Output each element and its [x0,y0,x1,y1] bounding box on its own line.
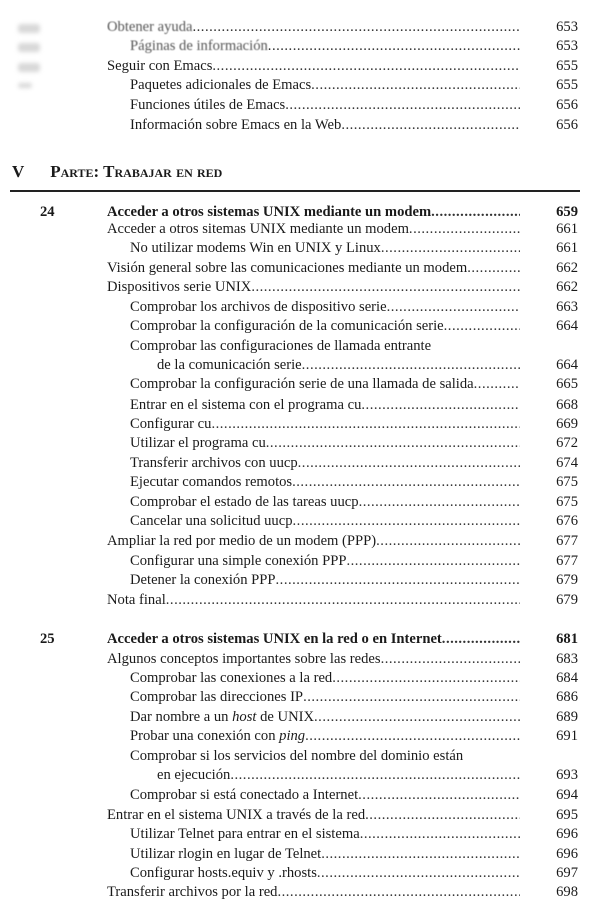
dot-leader [212,57,520,76]
entry-leader-line [107,259,520,278]
toc-entry [0,396,600,415]
page-number: 661 [556,240,578,256]
entry-title-text: Dar nombre a un [130,709,233,725]
page-number: 684 [556,670,578,686]
toc-entry [0,18,600,37]
entry-leader-line [130,747,463,766]
entry-title [130,375,474,394]
dot-leader [303,688,520,707]
entry-title [130,434,266,453]
dot-leader [359,493,520,512]
entry-title-text: Comprobar el estado de las tareas uucp [130,494,359,510]
entry-title [130,552,346,571]
entry-title-text: Utilizar rlogin en lugar de Telnet [130,846,322,862]
entry-title-text: de la comunicación serie [157,357,302,373]
entry-title [107,883,277,902]
page-number: 675 [556,494,578,510]
dot-leader [358,786,520,805]
dot-leader [365,806,520,825]
page-number: 693 [556,767,578,783]
entry-title-text: Configurar una simple conexión PPP [130,553,347,569]
entry-title [130,669,332,688]
entry-title-text: Comprobar las configuraciones de llamada entrante [130,338,432,354]
entry-leader-line [130,37,520,56]
page-number: 669 [556,416,578,432]
entry-title-text: Información sobre Emacs en la Web [130,117,342,133]
entry-title [130,688,303,707]
toc-entry [0,688,600,707]
entry-leader-line [130,116,520,135]
toc-entry [0,259,600,278]
toc-entry [0,493,600,512]
entry-leader-line [130,337,431,356]
entry-title-text: Funciones útiles de Emacs [130,97,286,113]
toc-entry [0,298,600,317]
entry-title-text: de UNIX [256,709,315,725]
entry-title [107,532,376,551]
dot-leader [268,37,520,56]
page-number: 677 [556,553,578,569]
part-title: Parte: Trabajar en red [50,162,223,181]
dot-leader [277,883,520,902]
entry-title [130,96,285,115]
toc-entry [0,512,600,531]
entry-leader-line [107,806,520,825]
entry-title-text: Visión general sobre las comunicaciones mediante un modem [107,260,468,276]
entry-title-text: Entrar en el sistema UNIX a través de la red [107,807,366,823]
page-number: 694 [556,787,578,803]
page-number: 697 [556,865,578,881]
toc-entry [0,532,600,551]
entry-title-emphasis: ping [279,728,306,744]
page-number: 665 [556,376,578,392]
entry-title [157,766,230,785]
entry-title-text: Acceder a otros sistemas UNIX mediante un modem [107,204,432,220]
toc-entry [0,415,600,434]
toc-entry [0,356,600,375]
entry-leader-line [130,512,520,531]
entry-title [130,571,276,590]
toc-entry [0,57,600,76]
dot-leader [314,708,520,727]
entry-leader-line [130,434,520,453]
entry-leader-line [157,356,520,375]
entry-title [107,650,381,669]
entry-title [107,630,442,649]
toc-entry [0,669,600,688]
page-number: 695 [556,807,578,823]
entry-title-text: Utilizar el programa cu [130,435,266,451]
dot-leader [474,375,520,394]
page-number: 674 [556,455,578,471]
entry-leader-line [130,727,520,746]
entry-title [107,806,365,825]
page-number: 662 [556,260,578,276]
toc-entry [0,434,600,453]
entry-leader-line [130,317,520,336]
page-number: 664 [556,357,578,373]
entry-title [130,337,431,356]
page-number: 655 [556,58,578,74]
entry-leader-line [157,766,520,785]
entry-title [157,356,302,375]
entry-leader-line [130,845,520,864]
entry-title-text: Algunos conceptos importantes sobre las redes [107,651,381,667]
dot-leader [381,650,520,669]
toc-entry [0,116,600,135]
entry-leader-line [130,571,520,590]
entry-title-text: Configurar hosts.equiv y .rhosts [130,865,317,881]
toc-entry [0,473,600,492]
chapter-number: 24 [40,204,55,220]
entry-title-text: Detener la conexión PPP [130,572,276,588]
entry-title [107,591,166,610]
dot-leader [166,591,520,610]
page-number: 672 [556,435,578,451]
dot-leader [292,473,520,492]
page-number: 683 [556,651,578,667]
entry-leader-line [107,650,520,669]
toc-entry [0,571,600,590]
entry-title [130,454,298,473]
entry-leader-line [130,688,520,707]
page-number: 698 [556,884,578,900]
page-number: 676 [556,513,578,529]
entry-leader-line [107,532,520,551]
page-number: 691 [556,728,578,744]
page-number: 655 [556,77,578,93]
entry-title-text: Comprobar la configuración de la comunicación serie [130,318,444,334]
dot-leader [298,454,520,473]
entry-title [130,396,361,415]
toc-entry [0,96,600,115]
toc-entry [0,317,600,336]
entry-title [130,76,311,95]
entry-title-text: Comprobar las conexiones a la red [130,670,333,686]
entry-title-text: Cancelar una solicitud uucp [130,513,293,529]
page-number: 656 [556,117,578,133]
entry-title [130,37,268,56]
entry-title-text: Configurar cu [130,416,212,432]
entry-title-text: Probar una conexión con [130,728,280,744]
page-number: 686 [556,689,578,705]
entry-title-text: Entrar en el sistema con el programa cu [130,397,362,413]
toc-entry [0,747,600,766]
toc-entry [0,766,600,785]
dot-leader [321,845,520,864]
toc-entry [0,727,600,746]
entry-leader-line [107,220,520,239]
entry-title-text: Utilizar Telnet para entrar en el sistema [130,826,360,842]
toc-entry [0,591,600,610]
entry-title-text: Comprobar si está conectado a Internet [130,787,359,803]
toc-entry [0,825,600,844]
entry-title-text: Comprobar las direcciones IP [130,689,304,705]
toc-entry [0,278,600,297]
entry-leader-line [130,375,520,394]
entry-title [130,473,292,492]
entry-leader-line [130,473,520,492]
entry-title-text: Comprobar si los servicios del nombre del dominio están [130,748,464,764]
toc-entry [0,552,600,571]
page-number: 668 [556,397,578,413]
dot-leader [317,864,520,883]
dot-leader [360,825,520,844]
entry-leader-line [107,630,520,649]
entry-leader-line [107,883,520,902]
toc-entry [0,845,600,864]
entry-leader-line [130,298,520,317]
entry-title [130,864,317,883]
entry-title [130,845,321,864]
entry-title [107,18,193,37]
page-number: 696 [556,846,578,862]
entry-title [130,317,444,336]
entry-leader-line [130,669,520,688]
dot-leader [467,259,520,278]
chapter-number: 25 [40,631,55,647]
entry-title [107,57,212,76]
dot-leader [442,630,520,649]
entry-title [130,727,305,746]
toc-entry [0,375,600,394]
dot-leader [444,317,520,336]
entry-title-text: Paquetes adicionales de Emacs [130,77,312,93]
entry-title-text: en ejecución [157,767,231,783]
toc-entry [0,786,600,805]
toc-entry [0,37,600,56]
dot-leader [293,512,520,531]
part-number: V [12,162,25,181]
toc-entry [0,337,600,356]
part-heading [12,162,222,182]
dot-leader [361,396,520,415]
entry-leader-line [107,18,520,37]
entry-leader-line [130,493,520,512]
dot-leader [311,76,520,95]
page-number: 696 [556,826,578,842]
page-number: 675 [556,474,578,490]
dot-leader [302,356,520,375]
entry-title-text: Acceder a otros sitemas UNIX mediante un modem [107,221,409,237]
page-number: 663 [556,299,578,315]
entry-leader-line [130,825,520,844]
entry-title-text: Seguir con Emacs [107,58,213,74]
toc-entry [0,220,600,239]
entry-title-text: Transferir archivos con uucp [130,455,298,471]
entry-leader-line [130,864,520,883]
entry-title-text: Ejecutar comandos remotos [130,474,293,490]
entry-title-text: No utilizar modems Win en UNIX y Linux [130,240,381,256]
entry-title-text: Transferir archivos por la red [107,884,278,900]
entry-title [130,786,358,805]
entry-leader-line [130,708,520,727]
part-divider [10,190,580,192]
entry-title-text: Comprobar la configuración serie de una llamada de salida [130,376,474,392]
entry-leader-line [107,278,520,297]
entry-leader-line [107,591,520,610]
toc-entry [0,454,600,473]
entry-title-text: Páginas de información [130,38,268,54]
dot-leader [332,669,520,688]
dot-leader [409,220,520,239]
dot-leader [341,116,520,135]
dot-leader [376,532,520,551]
dot-leader [305,727,520,746]
page-number: 677 [556,533,578,549]
toc-entry [0,239,600,258]
entry-title [130,493,359,512]
toc-entry [0,650,600,669]
entry-title [130,239,381,258]
entry-title-text: Dispositivos serie UNIX [107,279,252,295]
entry-title [130,708,314,727]
page-number: 679 [556,572,578,588]
entry-leader-line [130,552,520,571]
entry-leader-line [130,96,520,115]
page-number: 656 [556,97,578,113]
entry-title [107,259,467,278]
toc-entry [0,883,600,902]
page-number: 659 [556,204,578,220]
page-number: 681 [556,631,578,647]
dot-leader [346,552,520,571]
dot-leader [211,415,520,434]
entry-leader-line [130,454,520,473]
entry-title [130,825,360,844]
page-number: 653 [556,38,578,54]
page-number: 661 [556,221,578,237]
toc-entry [0,708,600,727]
entry-leader-line [130,239,520,258]
dot-leader [276,571,520,590]
dot-leader [251,278,520,297]
entry-title [130,298,387,317]
dot-leader [387,298,520,317]
entry-title-text: Ampliar la red por medio de un modem (PPP) [107,533,377,549]
page-number: 662 [556,279,578,295]
entry-leader-line [130,786,520,805]
entry-title-text: Nota final [107,592,166,608]
entry-leader-line [130,76,520,95]
page-number: 653 [556,19,578,35]
toc-entry [0,76,600,95]
page-number: 664 [556,318,578,334]
entry-leader-line [130,396,520,415]
entry-leader-line [130,415,520,434]
toc-entry [0,806,600,825]
dot-leader [193,18,521,37]
entry-title [130,747,463,766]
entry-title-text: Obtener ayuda [107,19,193,35]
toc-entry [0,864,600,883]
dot-leader [230,766,520,785]
chapter-entry [0,630,600,649]
dot-leader [266,434,520,453]
entry-title-text: Acceder a otros sistemas UNIX en la red o en Internet [107,631,442,647]
page-number: 679 [556,592,578,608]
entry-title-text: Comprobar los archivos de dispositivo serie [130,299,387,315]
dot-leader [381,239,520,258]
entry-title [130,415,211,434]
page-number: 689 [556,709,578,725]
dot-leader [285,96,520,115]
entry-title-emphasis: host [232,709,257,725]
entry-title [130,512,293,531]
entry-title [130,116,341,135]
entry-title [107,220,409,239]
entry-title [107,278,251,297]
entry-leader-line [107,57,520,76]
